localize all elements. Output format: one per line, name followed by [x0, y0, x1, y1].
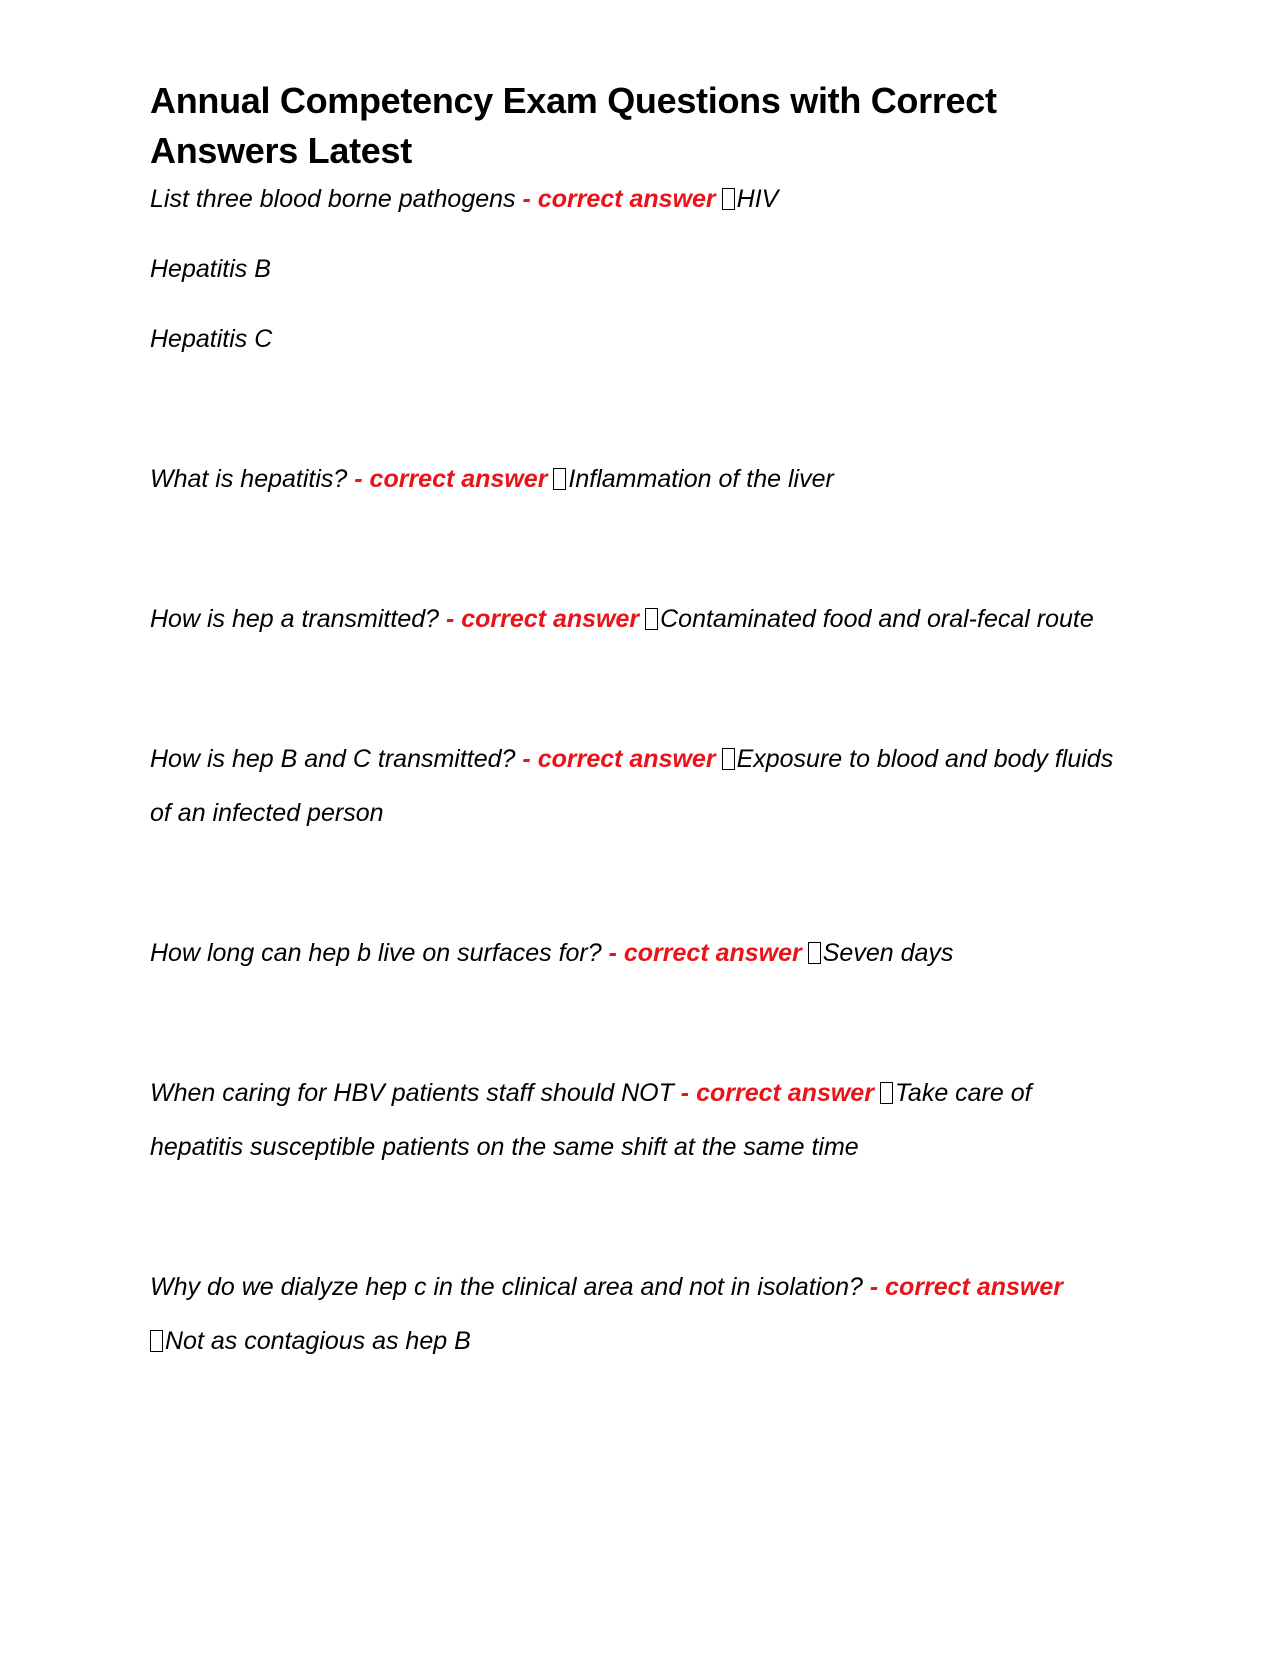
qa-line: [150, 732, 1120, 840]
answer-text: Take care of hepatitis susceptible patients on the same shift at the same time: [150, 1079, 1032, 1161]
missing-glyph-icon: [645, 608, 658, 630]
question-text: How long can hep b live on surfaces for?: [150, 939, 602, 967]
question-text: When caring for HBV patients staff should NOT: [150, 1079, 674, 1107]
correct-answer-marker: - correct answer: [608, 939, 802, 967]
qa-item-7: [150, 1260, 1120, 1368]
correct-answer-marker: - correct answer: [445, 605, 640, 633]
missing-glyph-icon: [150, 1330, 163, 1352]
answer-text: Seven days: [822, 939, 954, 967]
correct-answer-marker: - correct answer: [680, 1079, 874, 1107]
qa-item-3: [150, 592, 1120, 646]
answer-text: Contaminated food and oral-fecal route: [660, 605, 1094, 633]
qa-item-6: [150, 1066, 1120, 1174]
qa-line: [150, 592, 1120, 646]
qa-line: [150, 172, 1120, 226]
question-text: How is hep B and C transmitted?: [150, 745, 516, 773]
missing-glyph-icon: [880, 1082, 893, 1104]
qa-line: [150, 926, 1120, 980]
qa-line: [150, 452, 1120, 506]
question-text: Why do we dialyze hep c in the clinical area and not in isolation?: [150, 1273, 863, 1301]
page-title: Annual Competency Exam Questions with Correct Answers Latest: [150, 80, 997, 171]
answer-text: Exposure to blood and body fluids of an infected person: [150, 745, 1114, 827]
missing-glyph-icon: [722, 188, 735, 210]
answer-line: Hepatitis B: [150, 255, 271, 283]
answer-text: Inflammation of the liver: [568, 465, 834, 493]
correct-answer-marker: - correct answer: [869, 1273, 1064, 1301]
qa-item-2: [150, 452, 1120, 506]
answer-line: Hepatitis C: [150, 325, 273, 353]
qa-item-5: [150, 926, 1120, 980]
missing-glyph-icon: [722, 748, 735, 770]
missing-glyph-icon: [553, 468, 566, 490]
correct-answer-marker: - correct answer: [522, 745, 716, 773]
question-text: How is hep a transmitted?: [150, 605, 440, 633]
correct-answer-marker: - correct answer: [354, 465, 548, 493]
document-page: [150, 76, 1120, 1368]
qa-line: [150, 1066, 1120, 1174]
question-text: List three blood borne pathogens: [150, 185, 516, 213]
missing-glyph-icon: [808, 942, 821, 964]
qa-item-4: [150, 732, 1120, 840]
answer-text: HIV: [736, 185, 779, 213]
answer-text: Not as contagious as hep B: [165, 1327, 471, 1355]
question-text: What is hepatitis?: [150, 465, 348, 493]
correct-answer-marker: - correct answer: [522, 185, 716, 213]
qa-item-1: [150, 172, 1120, 366]
qa-line: [150, 1260, 1120, 1368]
